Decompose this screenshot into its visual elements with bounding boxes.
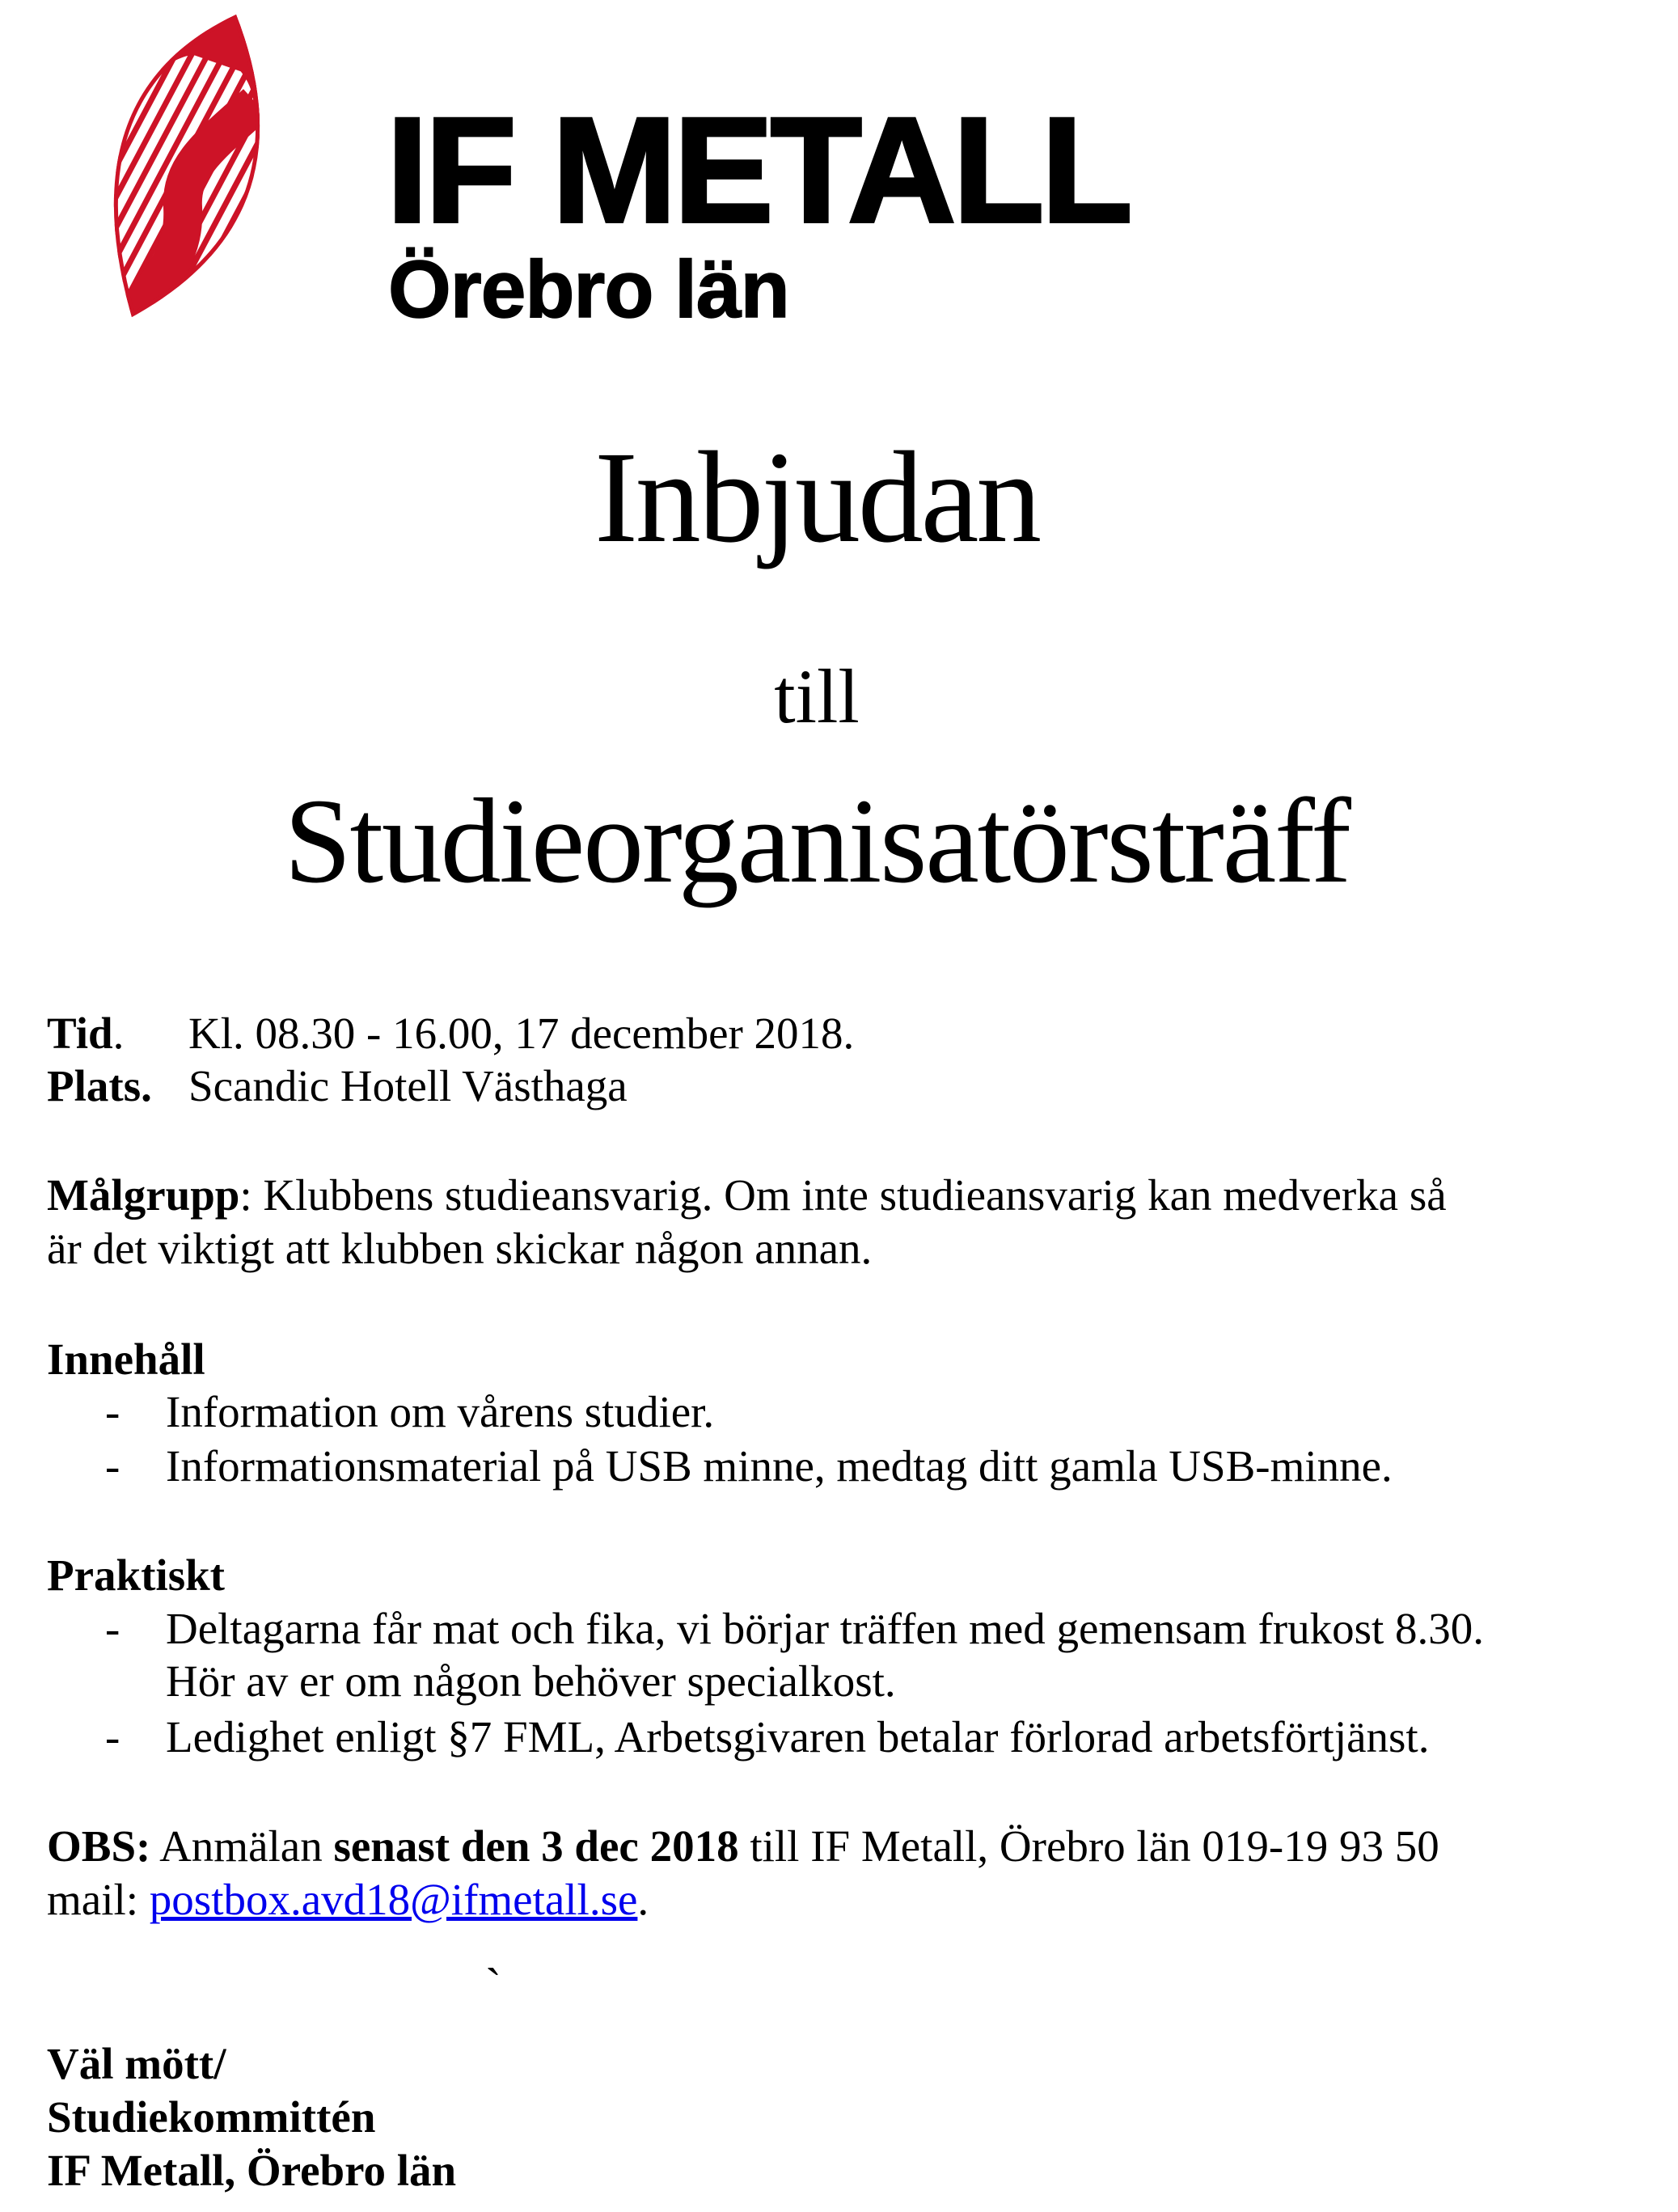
email-link[interactable]: postbox.avd18@ifmetall.se [149, 1875, 638, 1924]
title-connector: till [774, 653, 860, 739]
target-group-label: Målgrupp [47, 1170, 240, 1220]
signoff-block [47, 2037, 456, 2197]
time-row [47, 1007, 854, 1059]
bullet-text: Deltagarna får mat och fika, vi börjar träffen med gemensam frukost 8.30. Hör av er om någon behöver specialkost. [166, 1604, 1485, 1706]
practical-heading: Praktiskt [47, 1550, 225, 1600]
title-subject: Studieorganisatörsträff [284, 774, 1350, 908]
obs-label: OBS: [47, 1821, 151, 1871]
bullet-dash: - [105, 1387, 120, 1436]
page-title: Inbjudan [594, 425, 1039, 570]
bullet-text: Informationsmaterial på USB minne, medtag ditt gamla USB-minne. [166, 1441, 1393, 1491]
content-heading: Innehåll [47, 1334, 205, 1384]
signoff-line2: Studiekommittén [47, 2092, 376, 2142]
time-value: Kl. 08.30 - 16.00, 17 december 2018. [188, 1009, 855, 1058]
registration-paragraph: OBS: Anmälan senast den 3 dec 2018 till IF Metall, Örebro län 019-19 93 50 mail: postbox.avd18@ifmetall.se. [47, 1821, 1439, 1924]
place-label: Plats. [47, 1061, 152, 1110]
bullet-text: Information om vårens studier. [166, 1387, 715, 1436]
signoff-line3: IF Metall, Örebro län [47, 2146, 457, 2195]
place-value: Scandic Hotell Västhaga [188, 1061, 628, 1110]
target-group-line2: är det viktigt att klubben skickar någon annan. [47, 1224, 873, 1273]
brand-wordmark: IF METALL [387, 87, 1130, 254]
mail-suffix: . [637, 1875, 649, 1924]
mail-label: mail: [47, 1875, 150, 1924]
place-row [47, 1059, 854, 1112]
content-bullet-2 [47, 1440, 1393, 1493]
meta-section [47, 1007, 854, 1112]
brand-region: Örebro län [388, 244, 789, 335]
bullet-dash: - [105, 1441, 120, 1491]
registration-rest: till IF Metall, Örebro län 019-19 93 50 [738, 1821, 1439, 1871]
deadline: senast den 3 dec 2018 [333, 1821, 739, 1871]
time-label: Tid. [47, 1009, 125, 1058]
stray-scan-mark: ` [485, 1959, 501, 2012]
practical-bullet-2 [47, 1711, 1429, 1764]
bullet-dash: - [105, 1712, 120, 1762]
target-group-line1: Klubbens studieansvarig. Om inte studieansvarig kan medverka så [263, 1170, 1447, 1220]
target-group-paragraph: Målgrupp: Klubbens studieansvarig. Om inte studieansvarig kan medverka så är det viktigt att klubben skickar någon annan. [47, 1169, 1447, 1275]
bullet-text: Ledighet enligt §7 FML, Arbetsgivaren betalar förlorad arbetsförtjänst. [166, 1712, 1430, 1762]
bullet-dash: - [105, 1604, 120, 1653]
practical-bullet-1 [47, 1602, 1484, 1707]
signoff-line1: Väl mött/ [47, 2039, 226, 2088]
ifmetall-logo-icon [44, 6, 323, 326]
content-bullet-1 [47, 1385, 714, 1439]
